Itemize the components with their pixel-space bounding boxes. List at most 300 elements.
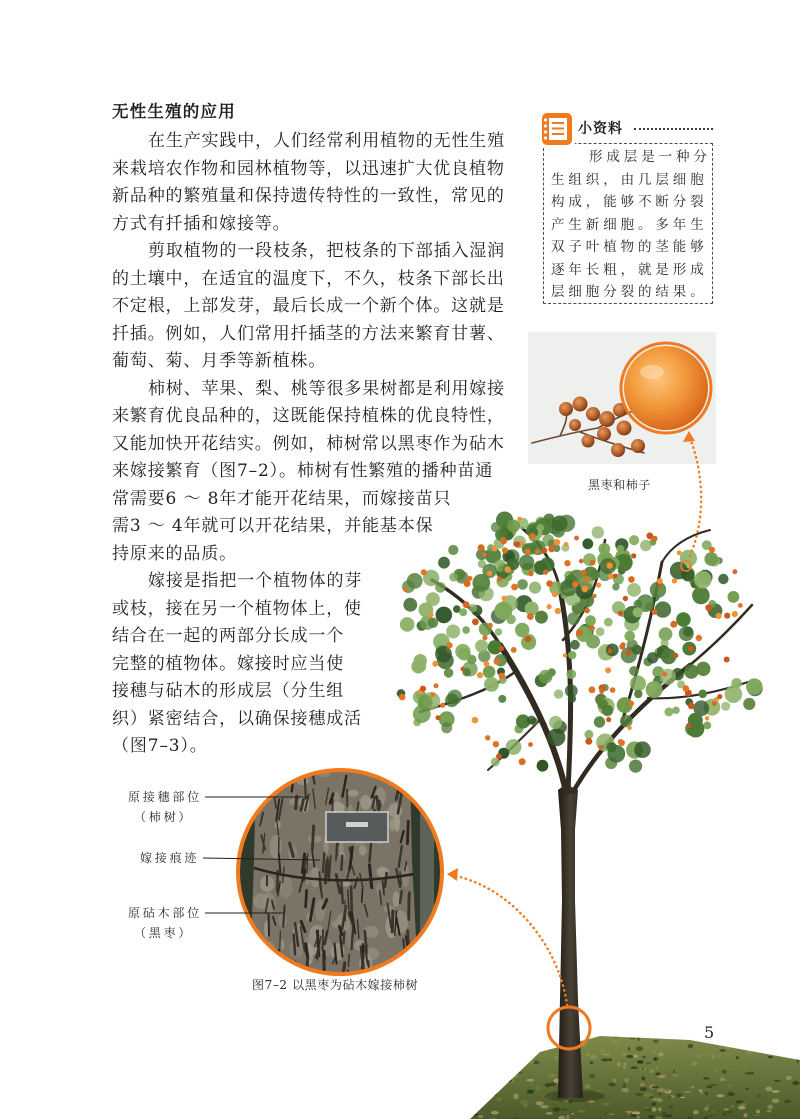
persimmon-tree — [397, 511, 800, 1119]
persimmon-fruit — [673, 653, 678, 658]
bark-crack — [294, 935, 295, 955]
label-rootstock-part: 原砧木部位 — [128, 906, 203, 920]
bark-crack — [341, 856, 342, 870]
grass-tuft — [571, 1113, 574, 1115]
foliage-clump — [607, 742, 617, 752]
foliage-clump — [441, 722, 452, 733]
bark-crack — [328, 858, 329, 877]
persimmon-fruit — [499, 646, 504, 651]
persimmon-fruit — [499, 673, 506, 680]
persimmon-fruit — [399, 694, 406, 701]
grass-tuft — [505, 1049, 511, 1053]
persimmon-fruit — [670, 621, 677, 628]
foliage-clump — [672, 707, 679, 714]
persimmon-fruit — [623, 596, 628, 601]
bark-crack — [351, 887, 352, 911]
paragraph-line: 又能加快开花结实。例如，柿树常以黑枣作为砧木 — [112, 433, 505, 454]
grass-tuft — [625, 1111, 633, 1113]
grass-tuft — [753, 1114, 761, 1116]
paragraph-line: 柿树、苹果、梨、桃等很多果树都是利用嫁接 — [148, 378, 505, 399]
grass-tuft — [713, 1033, 722, 1035]
grass-tuft — [476, 1066, 481, 1070]
grass-tuft — [529, 1083, 533, 1086]
bark-crack — [397, 959, 400, 970]
grass-tuft — [628, 1047, 630, 1051]
foliage-clump — [495, 628, 502, 635]
grass-tuft — [602, 1103, 610, 1106]
persimmon-fruit — [585, 738, 592, 745]
paragraph-line: 接穗与砧木的形成层（分生组 — [112, 681, 345, 701]
grass-tuft — [491, 1070, 496, 1072]
grass-tuft — [635, 1093, 642, 1096]
grass-tuft — [669, 1106, 674, 1109]
foliage-clump — [676, 612, 691, 627]
grass-tuft — [646, 1062, 652, 1064]
persimmon-fruit — [482, 552, 487, 557]
foliage-clump — [446, 625, 460, 639]
persimmon-fruit — [548, 546, 555, 553]
grass-tuft — [703, 1077, 709, 1079]
foliage-clump — [449, 573, 458, 582]
fruit-photo-caption: 黑枣和柿子 — [588, 478, 652, 492]
persimmon-fruit — [724, 657, 730, 663]
persimmon-fruit — [712, 701, 717, 706]
persimmon-fruit — [574, 536, 579, 541]
grass-tuft — [496, 1069, 503, 1072]
bark-crack — [341, 880, 343, 903]
foliage-clump — [602, 705, 613, 716]
grass-tuft — [555, 1056, 558, 1060]
persimmon-fruit — [463, 601, 470, 608]
persimmon-fruit — [525, 549, 531, 555]
grass-tuft — [526, 1034, 529, 1038]
persimmon-fruit — [696, 635, 702, 641]
paragraph-line: 来嫁接繁育（图7–2）。柿树有性繁殖的播种苗通 — [112, 461, 494, 481]
grass-tuft — [774, 1080, 781, 1082]
notebook-icon — [539, 111, 575, 147]
foliage-clump — [703, 722, 711, 730]
persimmon-fruit — [621, 642, 626, 647]
persimmon-fruit — [564, 560, 570, 566]
grass-tuft — [731, 1105, 734, 1108]
persimmon-fruit — [430, 692, 435, 697]
paragraph-line: 结合在一起的两部分长成一个 — [112, 626, 345, 646]
persimmon-fruit — [607, 648, 612, 653]
title-dotted-rule — [634, 128, 713, 130]
grass-tuft — [658, 1092, 661, 1095]
grass-tuft — [553, 1107, 561, 1112]
persimmon-fruit — [555, 608, 561, 614]
grass-tuft — [606, 1113, 615, 1115]
bark-crack — [400, 891, 402, 903]
grass-tuft — [497, 1098, 502, 1101]
foliage-clump — [428, 618, 438, 628]
foliage-clump — [746, 678, 762, 694]
grass-tuft — [507, 1079, 512, 1083]
grass-tuft — [744, 1113, 748, 1117]
persimmon-fruit — [605, 667, 611, 673]
grass-tuft — [772, 1056, 775, 1059]
grass-tuft — [637, 1037, 640, 1041]
bark-crack — [280, 931, 281, 951]
grass-tuft — [527, 1060, 534, 1064]
persimmon-fruit — [646, 532, 653, 539]
bark-crack — [306, 944, 308, 957]
foliage-clump — [540, 557, 555, 572]
persimmon-fruit — [732, 569, 737, 574]
persimmon-fruit — [502, 547, 508, 553]
grass-tuft — [655, 1067, 658, 1070]
grass-tuft — [545, 1083, 552, 1087]
grass-tuft — [693, 1110, 699, 1114]
label-scion-species: （柿树） — [134, 810, 194, 824]
date-fruit — [611, 443, 625, 457]
persimmon-fruit — [517, 517, 522, 522]
persimmon-fruit — [709, 547, 715, 553]
grass-tuft — [483, 1087, 487, 1091]
paragraph-line: 的土壤中，在适宜的温度下，不久，枝条下部长出 — [112, 268, 505, 289]
foliage-clump — [414, 660, 427, 673]
grass-tuft — [745, 1040, 748, 1044]
grass-tuft — [654, 1058, 657, 1061]
persimmon-fruit — [500, 538, 507, 545]
date-fruit — [597, 427, 611, 441]
foliage-clump — [582, 538, 593, 549]
grass-tuft — [511, 1074, 519, 1078]
grass-tuft — [672, 1074, 679, 1076]
persimmon-fruit — [589, 686, 596, 693]
foliage-clump — [633, 607, 643, 617]
foliage-clump — [594, 716, 605, 727]
grass-tuft — [600, 1049, 604, 1052]
grass-tuft — [765, 1036, 772, 1039]
grass-tuft — [501, 1072, 508, 1077]
bark-highlight — [263, 892, 276, 913]
bark-crack — [269, 914, 270, 936]
bark-crack — [392, 911, 393, 932]
persimmon-fruit — [624, 346, 708, 430]
grass-tuft — [621, 1052, 627, 1056]
persimmon-fruit — [482, 635, 487, 640]
grass-tuft — [743, 1035, 746, 1039]
foliage-clump — [646, 681, 663, 698]
grass-tuft — [688, 1044, 694, 1049]
grass-tuft — [717, 1094, 725, 1097]
persimmon-fruit — [590, 560, 596, 566]
bark-crack — [396, 791, 398, 799]
sidebar-line: 构成，能够不断分裂 — [551, 194, 708, 210]
grass-tuft — [485, 1071, 494, 1073]
foliage-clump — [647, 652, 658, 663]
grass-tuft — [590, 1055, 597, 1059]
foliage-clump — [436, 607, 453, 624]
persimmon-fruit — [705, 716, 710, 721]
foliage-clump — [696, 662, 710, 676]
persimmon-fruit — [528, 742, 533, 747]
persimmon-fruit — [584, 577, 590, 583]
fruit-photo — [528, 332, 716, 464]
foliage-clump — [655, 601, 671, 617]
grass-tuft — [534, 1061, 540, 1065]
grass-tuft — [681, 1059, 688, 1063]
grass-tuft — [491, 1111, 499, 1115]
foliage-clump — [566, 669, 576, 679]
foliage-clump — [694, 571, 711, 588]
persimmon-fruit — [717, 694, 722, 699]
bark-crack — [348, 954, 349, 966]
grass-tuft — [673, 1070, 675, 1074]
grass-tuft — [525, 1066, 530, 1070]
grass-tuft — [658, 1053, 663, 1057]
foliage-clump — [585, 615, 596, 626]
label-rootstock-species: （黑枣） — [134, 926, 194, 940]
bark-crack — [265, 951, 268, 964]
foliage-clump — [507, 520, 520, 533]
persimmon-fruit — [440, 703, 445, 708]
grass-tuft — [714, 1070, 716, 1072]
grass-tuft — [596, 1090, 601, 1092]
persimmon-fruit — [541, 547, 547, 553]
grass-tuft — [792, 1081, 799, 1085]
persimmon-fruit — [610, 687, 616, 693]
page-number: 5 — [704, 1023, 715, 1042]
date-fruit — [582, 435, 595, 448]
bark-crack — [370, 844, 372, 862]
paragraph-line: （图7–3）。 — [112, 736, 208, 756]
bark-highlight — [394, 812, 400, 831]
grass-tuft — [766, 1110, 771, 1112]
grass-tuft — [691, 1062, 697, 1066]
grass-tuft — [696, 1055, 702, 1057]
persimmon-fruit — [716, 613, 722, 619]
grass-tuft — [786, 1076, 792, 1081]
foliage-clump — [683, 627, 693, 637]
grass-tuft — [578, 1110, 586, 1113]
grass-tuft — [546, 1112, 553, 1115]
persimmon-fruit — [477, 672, 483, 678]
date-fruit — [559, 402, 573, 416]
persimmon-fruit — [464, 580, 471, 587]
grass-tuft — [652, 1086, 659, 1088]
grass-tuft — [642, 1056, 645, 1059]
bark-crack — [260, 961, 262, 974]
persimmon-fruit — [653, 610, 657, 614]
persimmon-fruit — [429, 612, 434, 617]
grass-tuft — [650, 1069, 654, 1072]
persimmon-fruit — [552, 591, 558, 597]
foliage-clump — [612, 583, 619, 590]
grass-tuft — [489, 1066, 493, 1070]
grass-tuft — [724, 1108, 729, 1110]
grass-tuft — [601, 1058, 610, 1061]
tree-trunk — [558, 784, 583, 1098]
date-fruit — [569, 419, 581, 431]
foliage-clump — [418, 695, 432, 709]
persimmon-fruit — [436, 715, 441, 720]
foliage-clump — [438, 557, 450, 569]
paragraph-line: 方式有扦插和嫁接等。 — [112, 213, 291, 234]
foliage-clump — [692, 587, 710, 605]
date-fruit — [599, 411, 615, 427]
bark-crack — [385, 873, 387, 887]
date-fruit — [573, 397, 588, 412]
persimmon-fruit — [511, 647, 517, 653]
grass-tuft — [613, 1040, 619, 1044]
persimmon-fruit — [596, 583, 601, 588]
persimmon-fruit — [460, 667, 465, 672]
foliage-clump — [517, 579, 528, 590]
grass-tuft — [658, 1075, 666, 1079]
grass-tuft — [796, 1051, 798, 1053]
persimmon-fruit — [497, 576, 502, 581]
grass-tuft — [586, 1052, 590, 1056]
grass-tuft — [637, 1116, 640, 1119]
persimmon-fruit — [527, 613, 534, 620]
persimmon-fruit — [582, 586, 589, 593]
persimmon-fruit — [738, 603, 743, 608]
persimmon-fruit — [472, 717, 479, 724]
connector-arrowhead — [447, 868, 458, 881]
sidebar-line: 双子叶植物的茎能够 — [551, 239, 708, 255]
grass-tuft — [485, 1082, 493, 1085]
persimmon-fruit — [627, 726, 631, 730]
grass-tuft — [584, 1084, 590, 1089]
grass-tuft — [726, 1111, 734, 1114]
figure-caption: 图7–2 以黑枣为砧木嫁接柿树 — [252, 978, 419, 992]
grass-tuft — [498, 1060, 507, 1064]
persimmon-fruit — [732, 611, 738, 617]
paragraph-line: 嫁接是指把一个植物体的芽 — [148, 571, 363, 591]
persimmon-fruit — [724, 613, 730, 619]
persimmon-fruit — [564, 542, 569, 547]
grass-tuft — [494, 1092, 497, 1096]
foliage-clump — [484, 677, 499, 692]
persimmon-fruit — [563, 653, 567, 657]
grass-tuft — [774, 1039, 781, 1044]
grass-tuft — [518, 1057, 524, 1061]
foliage-clump — [400, 617, 415, 632]
grass-tuft — [629, 1038, 636, 1040]
closeup-to-trunk-connector — [447, 868, 567, 1005]
bark-highlight — [263, 774, 277, 787]
persimmon-fruit — [584, 608, 590, 614]
sidebar-line: 形成层是一种分 — [589, 149, 711, 165]
grass-tuft — [704, 1107, 709, 1112]
foliage-clump — [444, 668, 454, 678]
persimmon-fruit — [547, 604, 552, 609]
grass-tuft — [642, 1076, 646, 1080]
grass-tuft — [540, 1105, 549, 1108]
paragraph-line: 剪取植物的一段枝条，把枝条的下部插入湿润 — [148, 241, 505, 261]
persimmon-fruit — [662, 672, 667, 677]
bark-crack — [406, 774, 409, 782]
persimmon-fruit — [529, 533, 535, 539]
grass-tuft — [590, 1062, 594, 1065]
grass-tuft — [792, 1056, 797, 1058]
persimmon-fruit — [434, 683, 439, 688]
grass-tuft — [469, 1074, 476, 1077]
persimmon-fruit — [403, 587, 408, 592]
grass-tuft — [710, 1115, 714, 1117]
connector-dotted-arc — [456, 876, 567, 1005]
grass-tuft — [667, 1115, 672, 1117]
persimmon-fruit — [607, 563, 613, 569]
persimmon-fruit — [487, 571, 492, 576]
foliage-clump — [660, 669, 676, 685]
bark-crack — [344, 932, 345, 944]
grass-tuft — [723, 1112, 726, 1115]
grass-tuft — [518, 1072, 523, 1074]
grass-tuft — [652, 1102, 657, 1106]
persimmon-fruit — [525, 636, 531, 642]
foliage-clump — [725, 685, 743, 703]
grass-tuft — [772, 1098, 780, 1103]
bark-highlight — [308, 835, 322, 842]
grass-tuft — [513, 1096, 518, 1100]
persimmon-fruit — [494, 658, 501, 665]
persimmon-fruit — [543, 570, 548, 575]
persimmon-fruit — [672, 578, 677, 583]
grass-tuft — [550, 1063, 555, 1067]
foliage-clump — [491, 522, 501, 532]
bark-highlight — [359, 845, 367, 855]
persimmon-fruit — [478, 544, 485, 551]
foliage-clump — [403, 598, 417, 612]
grass-tuft — [658, 1107, 662, 1111]
grass-tuft — [500, 1065, 507, 1069]
grass-tuft — [617, 1062, 621, 1066]
persimmon-fruit — [683, 685, 690, 692]
grass-tuft — [770, 1060, 773, 1064]
bark-crack — [283, 906, 284, 927]
foliage-clump — [687, 720, 705, 738]
foliage-clump — [445, 694, 459, 708]
persimmon-fruit — [535, 549, 540, 554]
grass-tuft — [517, 1044, 520, 1046]
foliage-clump — [704, 552, 718, 566]
plate-inscription — [346, 822, 368, 827]
bark-crack — [296, 796, 297, 808]
grass-tuft — [608, 1083, 615, 1087]
persimmon-fruit — [579, 559, 584, 564]
foliage-clump — [634, 741, 651, 758]
grass-tuft — [742, 1036, 745, 1039]
foliage-clump — [448, 545, 458, 555]
persimmon-fruit — [688, 646, 694, 652]
grass-tuft — [549, 1074, 557, 1076]
grass-tuft — [478, 1115, 484, 1118]
grass-tuft — [621, 1088, 629, 1092]
grass-tuft — [756, 1110, 760, 1114]
paragraph-line: 完整的植物体。嫁接时应当使 — [112, 653, 345, 674]
grass-tuft — [728, 1091, 732, 1094]
grass-tuft — [772, 1090, 780, 1093]
bark-crack — [407, 821, 408, 843]
foliage-clump — [630, 676, 646, 692]
paragraph-line: 或枝，接在另一个植物体上，使 — [112, 598, 362, 619]
foliage-clump — [535, 611, 548, 624]
grass-tuft — [517, 1056, 523, 1059]
grass-tuft — [771, 1047, 776, 1051]
foliage-clump — [616, 545, 624, 553]
grass-tuft — [640, 1083, 645, 1087]
grass-tuft — [645, 1107, 649, 1109]
foliage-clump — [659, 627, 673, 641]
persimmon-fruit — [572, 581, 579, 588]
grass-tuft — [784, 1100, 791, 1103]
foliage-clump — [549, 716, 562, 729]
foliage-clump — [620, 715, 633, 728]
